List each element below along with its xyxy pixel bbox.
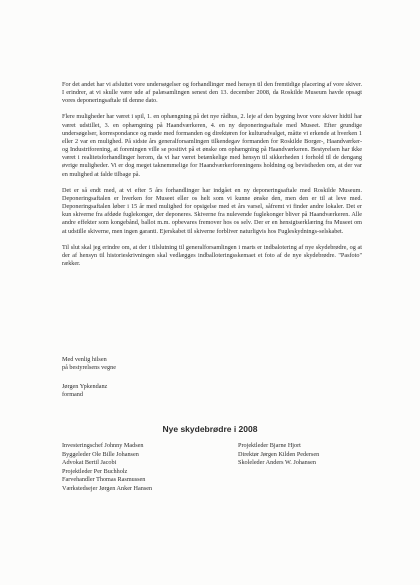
signoff-line: på bestyrelsens vegne — [62, 364, 116, 372]
paragraph-agreement: Det er så endt med, at vi efter 5 års forhandlinger har indgået en ny deponeringsaftale med Roskilde Museum. Deponeringsaftalen er hverken for Museet eller os helt som vi kunne ønske den, men den er til at leve med. Deponeringsaftalen løber i 15 år med mulighed for opsigelse med et års varsel, såfremt vi finder andre lokaler. Det er kun skiverne fra afdøde fuglekonger, der deponeres. Skiverne fra nulevende fuglekonger bliver på Haandværkeren. Alle andre effekter som kongebånd, ballot m.m. opbevares fremover hos os selv. Der er en hensigtserklæring fra Museet om at udstille skiverne, men ingen garanti. Ejerskabet til skiverne forbliver naturligvis hos Fugleskydnings-selskabet. — [62, 186, 362, 235]
member-item: Direktør Jørgen Kilden Pedersen — [238, 450, 320, 458]
letter-body — [62, 81, 362, 268]
member-item: Investeringschef Johnny Madsen — [62, 442, 144, 449]
signatory-title: formand — [62, 391, 83, 399]
signoff-line: Med venlig hilsen — [62, 356, 107, 363]
new-members-list-left — [62, 442, 152, 493]
paragraph-placement: For det andet har vi afsluttet vore undersøgelser og forhandlinger med hensyn til den fremtidige placering af vore skiver. I erindrer, at vi skulle være ude af palæsamlingen senest den 13. december 2008, da Roskilde Museum havde opsagt vores deponeringsaftale til denne dato. — [62, 81, 362, 105]
new-members-heading: Nye skydebrødre i 2008 — [162, 424, 258, 434]
member-item: Projektleder Bjarne Hjort — [238, 442, 301, 449]
paragraph-reminder: Til slut skal jeg erindre om, at der i tilslutning til generalforsamlingen i marts er indbalotering af nye skydebrødre, og at der af hensyn til historieskrivningen skal vedlægges indballoteringsskemaet et foto af de nye skydebrødre. "Pasfoto" rækker. — [62, 243, 362, 267]
member-item: Farvehandler Thomas Rasmussen — [62, 476, 146, 483]
signature-block — [62, 383, 107, 399]
member-item: Skoleleder Anders W. Johansen — [238, 459, 317, 466]
member-item: Værkstedsejer Jørgen Anker Hansen — [62, 484, 153, 492]
signatory-name: Jørgen Ypkendanz — [62, 383, 108, 390]
member-item: Advokat Bertil Jacobi — [62, 459, 117, 466]
new-members-list-right — [238, 442, 319, 468]
paragraph-options: Flere muligheder har været i spil, 1. en ophængning på det nye rådhus, 2. leje af den bygning hvor vore skiver hidtil har været udstillet, 3. en ophængning på Haandværkeren, 4. en ny deponeringsaftale med Museet. Efter grundige undersøgelser, korrespondance og møde med formanden og direktøren for kulturudvalget, måtte vi erkende at hverken 1 eller 2 var en mulighed. På sidste års generalforsamlingen tilkendegav formanden for Roskilde Borger-, Haandværker- og Industriforening, at foreningen ville se positivt på et ønske om ophængning på Haandværkeren. Bestyrelsen har ikke været i realitetsforhandlinger herom, da vi har været betænkelige med hensyn til sikkerheden i forhold til de dengang øvrige muligheder. Vi er dog meget taknemmelige for Haandværkerforeningens holdning og bevistheden om, at der var en mulighed at falde tilbage på. — [62, 113, 362, 178]
member-item: Byggeleder Ole Bille Johansen — [62, 450, 139, 458]
signoff-block — [62, 356, 116, 372]
member-item: Projektleder Per Buchholz — [62, 467, 128, 475]
